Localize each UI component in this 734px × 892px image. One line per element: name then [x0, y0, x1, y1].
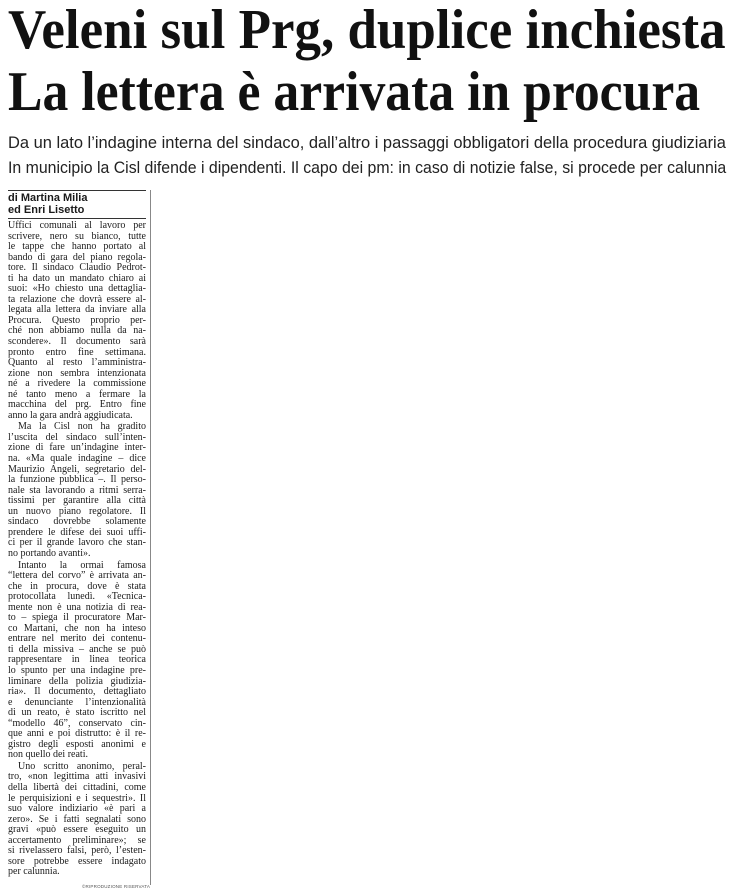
article-line: tore. Il sindaco Claudio Pedrot-	[8, 262, 146, 274]
column-divider	[150, 190, 151, 885]
article-line: pronto entro fine settimana.	[8, 346, 146, 358]
article-line: macchina del prg. Entro fine	[8, 399, 146, 411]
article-line: nale sta lavorando a ritmi serra-	[8, 484, 146, 496]
article-line: che in procura, dove è stata	[8, 580, 146, 592]
article-paragraph	[8, 221, 146, 421]
article-line: ci per il grande lavoro che stan-	[8, 537, 146, 549]
article-line: bando di gara del piano regola-	[8, 251, 146, 263]
article-line: lo spunto per una indagine pre-	[8, 664, 146, 676]
article-line: co Martani, che non ha inteso	[8, 622, 146, 634]
article-body	[8, 221, 146, 878]
article-line: la funzione pubblica –. Il perso-	[8, 474, 146, 486]
subheadline-line-2: In municipio la Cisl difende i dipendenti. Il capo dei pm: in caso di notizie false, si procede per calunnia	[8, 158, 727, 177]
article-line: ta relazione che dovrà essere al-	[8, 293, 146, 305]
article-line: tissimi per garantire alla città	[8, 495, 146, 507]
article-line: zione non sembra intenzionata	[8, 367, 146, 379]
article-line: Procura. Questo proprio per-	[8, 314, 146, 326]
article-line: “lettera del corvo” è arrivata an-	[8, 570, 146, 582]
article-paragraph	[8, 561, 146, 761]
article-line: gistro degli esposti anonimi e	[8, 738, 146, 750]
article-line: sore potrebbe essere indagato	[8, 855, 146, 867]
article-line: accertamento preliminare»; se	[8, 834, 146, 846]
article-line: tro, «non legittima atti invasivi	[8, 771, 146, 783]
headline-line-1: Veleni sul Prg, duplice inchiesta	[8, 0, 726, 61]
article-line: ria». Il documento, dettagliato	[8, 686, 146, 698]
article-line: si rivelassero falsi, però, l’esten-	[8, 845, 146, 857]
byline	[8, 190, 146, 219]
article-line: l’uscita del sindaco sull’inten-	[8, 431, 146, 443]
article-line: né tanto meno a fermare la	[8, 388, 146, 400]
article-line: zero». Se i fatti segnalati sono	[8, 813, 146, 825]
article-line: Uffici comunali al lavoro per	[8, 220, 146, 231]
article-line: prendere le difese dei suoi uffi-	[8, 526, 146, 538]
subheadline-line-1: Da un lato l’indagine interna del sindaco, dall’altro i passaggi obbligatori della procedura giudiziaria	[8, 133, 726, 152]
author-1: di Martina Milia	[8, 192, 88, 204]
article-line: le tappe che hanno portato al	[8, 241, 146, 253]
article-line: Intanto la ormai famosa	[18, 559, 146, 571]
article-line: ché non abbiamo nulla da na-	[8, 325, 146, 337]
article-line: entrare nel merito dei contenu-	[8, 633, 146, 645]
article-line: ti della missiva – anche se può	[8, 643, 146, 655]
article-line: liminare della polizia giudizia-	[8, 675, 146, 687]
article-line: le perquisizioni e i sequestri». Il	[8, 792, 146, 804]
article-line: to – spiega il procuratore Mar-	[8, 612, 146, 624]
article-paragraph	[8, 422, 146, 559]
article-line: protocollata lunedì. «Tecnica-	[8, 591, 146, 603]
article-line: suoi: «Ho chiesto una dettaglia-	[8, 283, 146, 295]
article-line: sindaco dovrebbe solamente	[8, 516, 146, 528]
headline-line-2: La lettera è arrivata in procura	[8, 61, 701, 123]
article-line: zione di fare un’indagine inter-	[8, 442, 146, 454]
article-line: “modello 46”, conservato cin-	[8, 717, 146, 729]
article-line: Uno scritto anonimo, peral-	[18, 760, 146, 772]
article-line: no portando avanti».	[8, 547, 91, 559]
article-line: gravi «può essere eseguito un	[8, 824, 146, 836]
article-line: per calunnia.	[8, 866, 60, 878]
article-line: non quello dei reati.	[8, 749, 88, 761]
article-line: suo valore indiziario «è pari a	[8, 803, 146, 815]
article-line: legata alla lettera da inviare alla	[8, 304, 146, 316]
author-2: ed Enri Lisetto	[8, 204, 85, 216]
article-line: na. «Ma quale indagine – dice	[8, 453, 146, 465]
article-line: né a rivedere la commissione	[8, 378, 146, 390]
article-line: scrivere, nero su bianco, tutte	[8, 230, 146, 242]
article-line: un nuovo piano regolatore. Il	[8, 505, 146, 517]
article-line: Quanto al resto l’amministra-	[8, 357, 146, 369]
copyright-notice: ©RIPRODUZIONE RISERVATA	[82, 884, 151, 889]
article-line: Maurizio Angeli, segretario del-	[8, 463, 146, 475]
article-line: e denunciante l’intenzionalità	[8, 696, 146, 708]
article-line: mente non è una notizia di rea-	[8, 601, 146, 613]
article-line: Ma la Cisl non ha gradito	[18, 421, 146, 433]
article-line: anno la gara andrà aggiudicata.	[8, 409, 133, 421]
article-line: ti ha dato un mandato chiaro ai	[8, 272, 146, 284]
article-line: di un reato, è stato iscritto nel	[8, 707, 146, 719]
article-line: que anni e poi distrutto: è il re-	[8, 728, 146, 740]
article-line: scondere». Il documento sarà	[8, 336, 146, 348]
article-line: rappresentare in linea teorica	[8, 654, 146, 666]
article-paragraph	[8, 762, 146, 878]
article-line: della libertà dei cittadini, come	[8, 781, 146, 793]
